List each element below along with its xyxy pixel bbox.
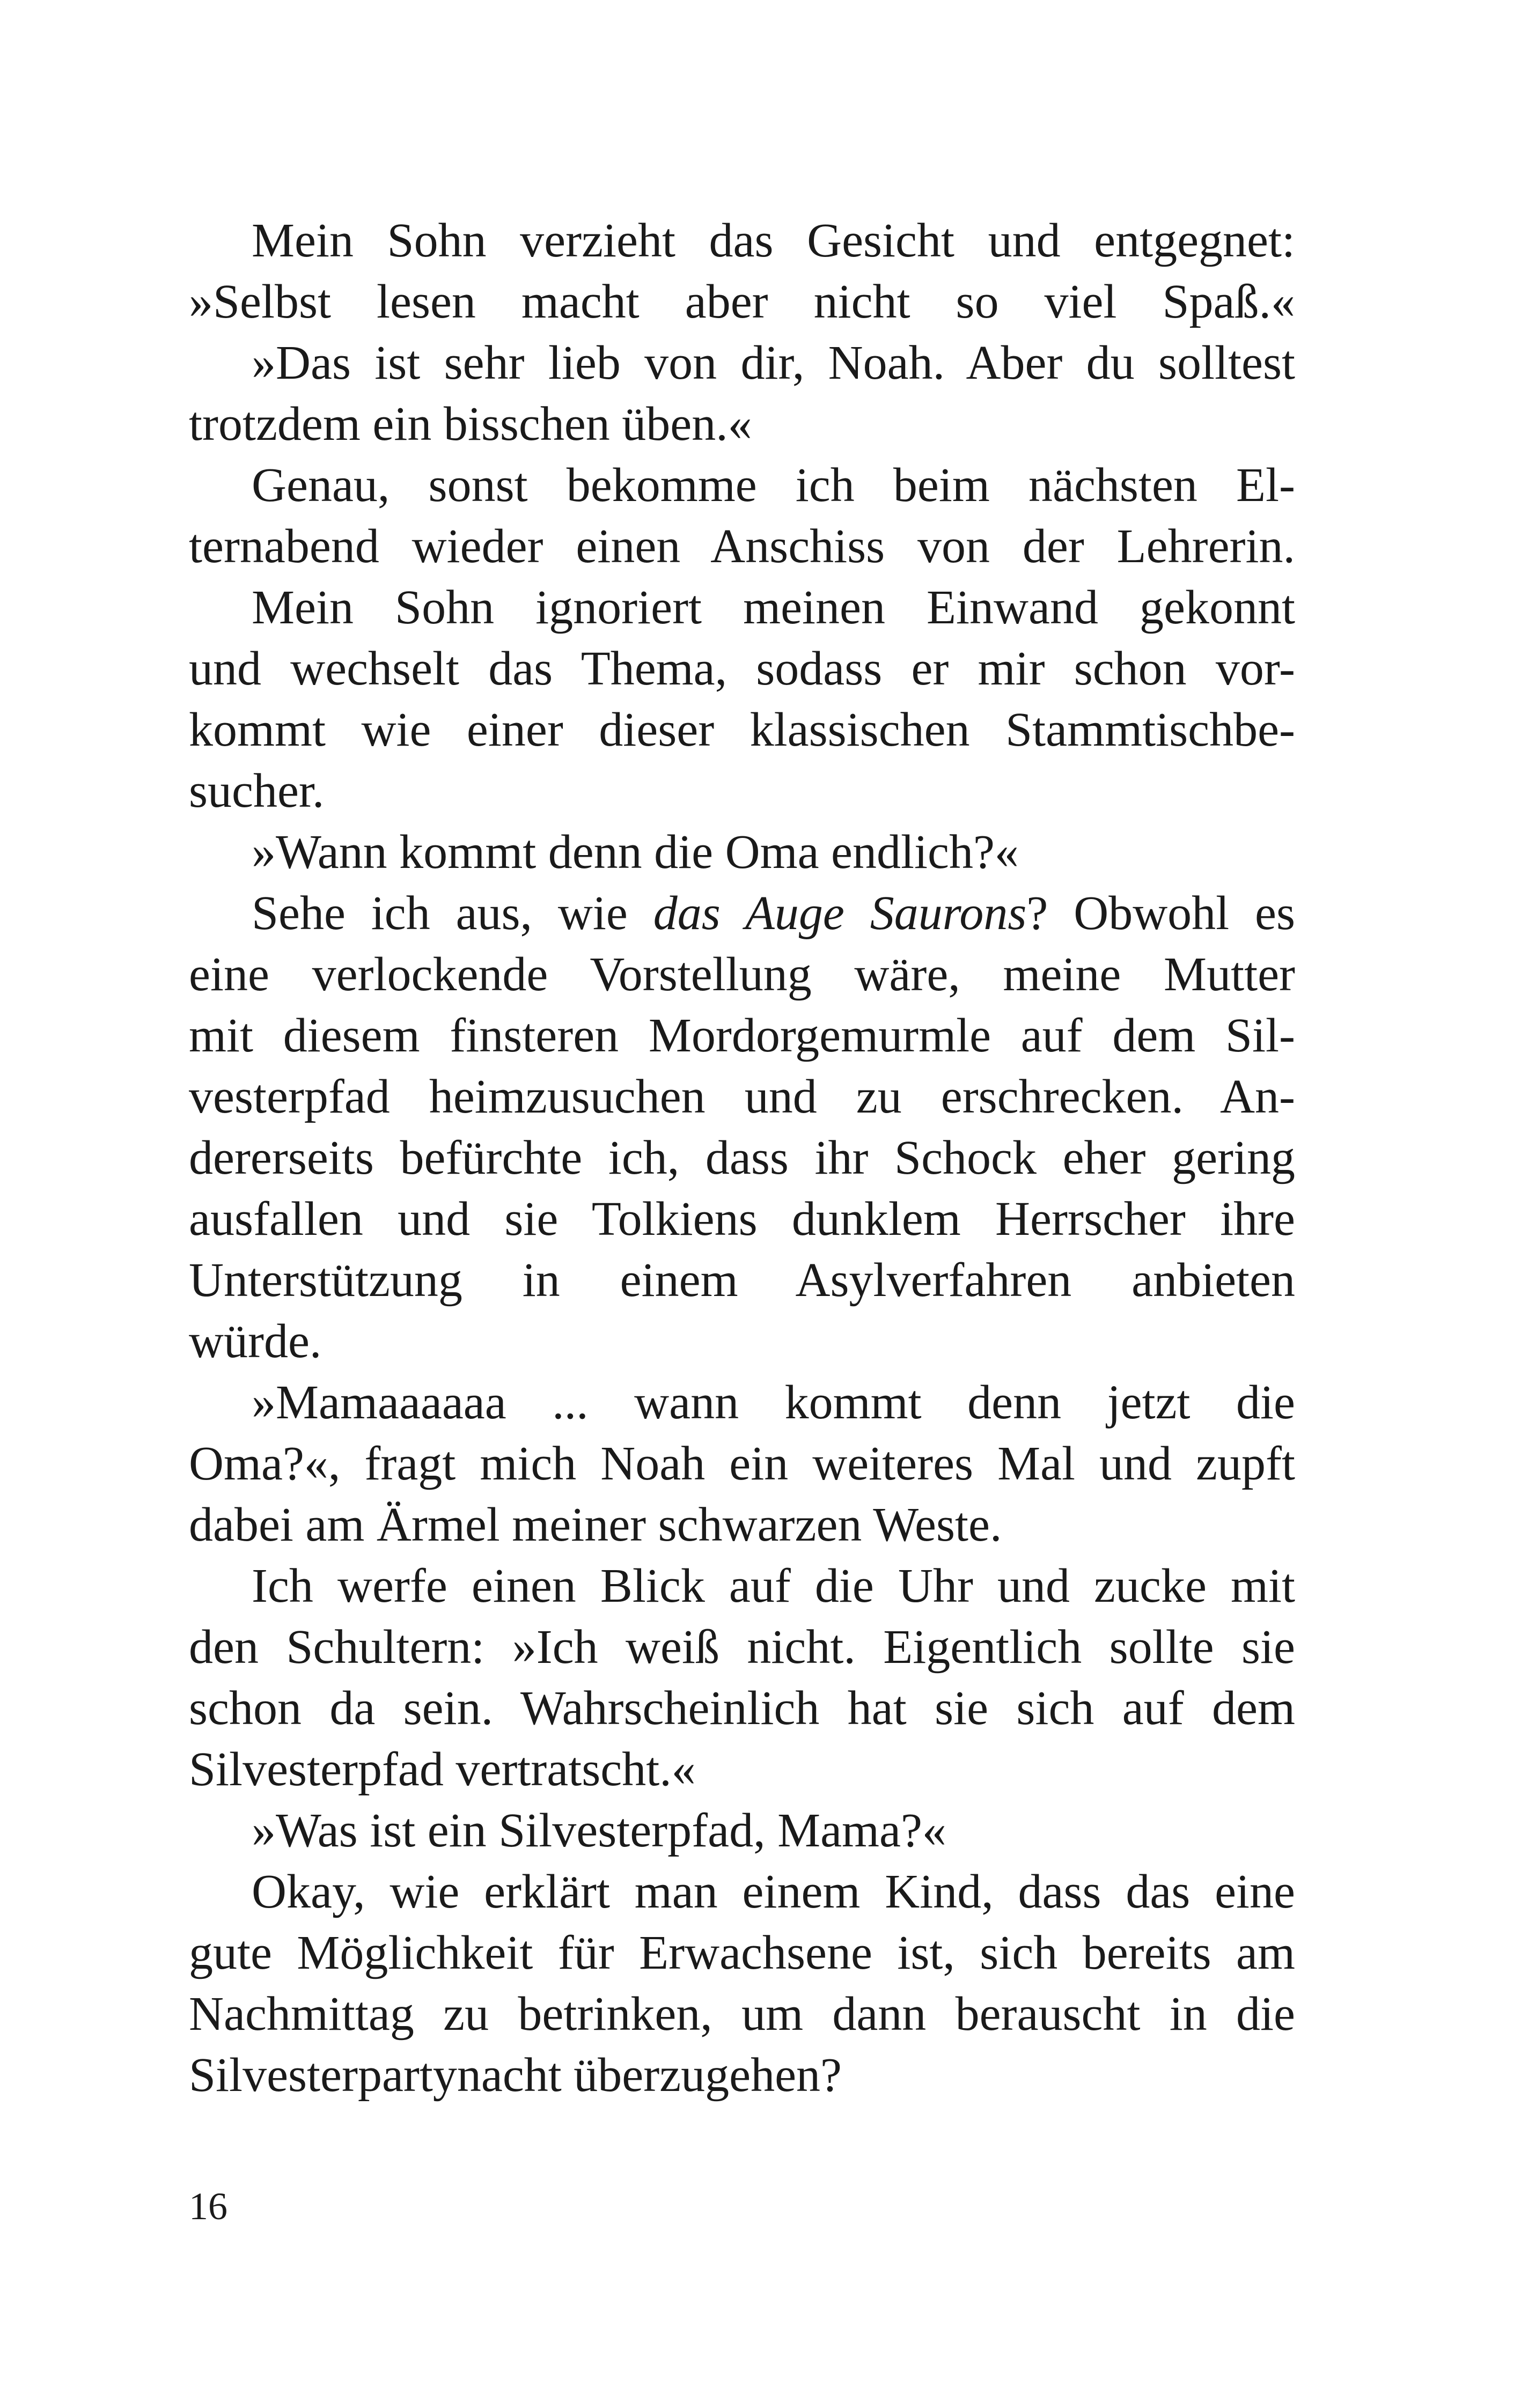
text-line: gute Möglichkeit für Erwachsene ist, sich bereits am <box>189 1926 1295 1979</box>
text-line: und wechselt das Thema, sodass er mir schon vor- <box>189 642 1295 695</box>
text-line: Nachmittag zu betrinken, um dann berauscht in die <box>189 1987 1295 2041</box>
text-line: ausfallen und sie Tolkiens dunklem Herrscher ihre <box>189 1192 1295 1246</box>
italic-run: das Auge Saurons <box>653 887 1027 940</box>
text-line: Silvesterpfad vertratscht.« <box>189 1743 696 1796</box>
text-line: Oma?«, fragt mich Noah ein weiteres Mal und zupft <box>189 1437 1295 1490</box>
text-line: trotzdem ein bisschen üben.« <box>189 397 752 451</box>
text-run: Sehe ich aus, wie <box>252 887 653 940</box>
text-line: »Was ist ein Silvesterpfad, Mama?« <box>252 1804 946 1857</box>
text-line: Unterstützung in einem Asylverfahren anbieten <box>189 1254 1295 1307</box>
text-line: ternabend wieder einen Anschiss von der Lehrerin. <box>189 520 1295 573</box>
text-line: »Das ist sehr lieb von dir, Noah. Aber du solltest <box>252 336 1295 389</box>
text-line: würde. <box>189 1315 322 1368</box>
text-line: sucher. <box>189 764 325 818</box>
page-number: 16 <box>189 2185 227 2228</box>
text-line: »Wann kommt denn die Oma endlich?« <box>252 826 1019 879</box>
text-line: eine verlockende Vorstellung wäre, meine Mutter <box>189 948 1295 1001</box>
text-run: ? Obwohl es <box>1026 887 1295 940</box>
text-line: den Schultern: »Ich weiß nicht. Eigentlich sollte sie <box>189 1621 1295 1674</box>
text-line: Okay, wie erklärt man einem Kind, dass das eine <box>252 1865 1295 1918</box>
text-line: schon da sein. Wahrscheinlich hat sie sich auf dem <box>189 1682 1295 1735</box>
text-line: Silvesterpartynacht überzugehen? <box>189 2049 842 2102</box>
text-line: dabei am Ärmel meiner schwarzen Weste. <box>189 1498 1002 1551</box>
text-line-with-italic <box>189 883 1295 944</box>
text-line: vesterpfad heimzusuchen und zu erschrecken. An- <box>189 1070 1295 1123</box>
text-line: Mein Sohn verzieht das Gesicht und entgegnet: <box>252 214 1295 267</box>
text-line: Genau, sonst bekomme ich beim nächsten El- <box>252 459 1295 512</box>
text-line: »Selbst lesen macht aber nicht so viel Spaß.« <box>189 275 1295 328</box>
text-line: dererseits befürchte ich, dass ihr Schock eher gering <box>189 1131 1295 1184</box>
text-line: kommt wie einer dieser klassischen Stammtischbe- <box>189 703 1295 756</box>
text-line: mit diesem finsteren Mordorgemurmle auf dem Sil- <box>189 1009 1295 1062</box>
text-line: Mein Sohn ignoriert meinen Einwand gekonnt <box>252 581 1295 634</box>
text-line: Ich werfe einen Blick auf die Uhr und zucke mit <box>252 1559 1295 1612</box>
text-line: »Mamaaaaaa ... wann kommt denn jetzt die <box>252 1376 1295 1429</box>
